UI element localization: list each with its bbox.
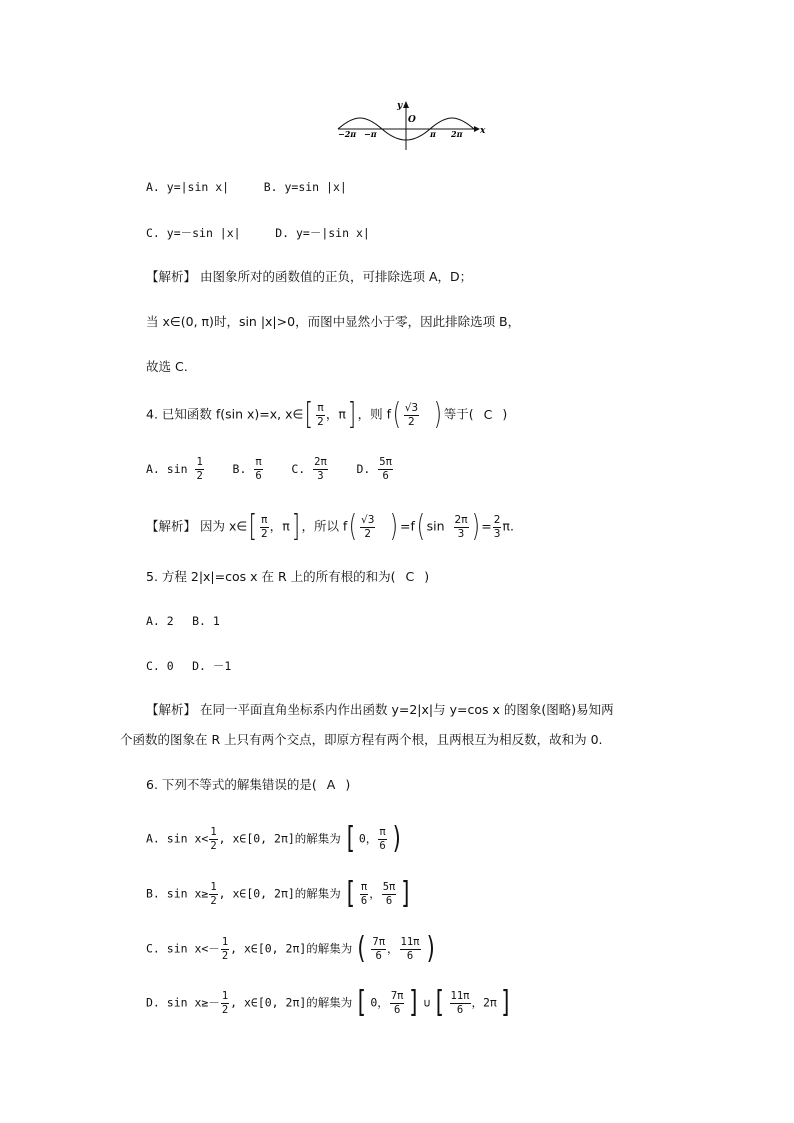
q4-options — [146, 456, 394, 483]
q3-option-b: B. y=sin |x| — [263, 180, 347, 194]
q6-b-domain: , x∈[0, 2π]的解集为 — [218, 886, 341, 901]
equals: = — [481, 518, 492, 534]
numerator: 2 — [493, 513, 501, 526]
numerator: π — [261, 513, 268, 526]
q3-solution-line1 — [146, 268, 472, 286]
q4-option-c: C. — [291, 462, 306, 476]
pi: π — [282, 518, 290, 534]
numerator: 7π — [372, 935, 386, 948]
denominator: 6 — [385, 894, 393, 907]
fraction-1-over-2 — [209, 826, 217, 853]
denominator: 3 — [457, 527, 465, 540]
denominator: 2 — [260, 527, 268, 540]
denominator: 6 — [360, 894, 368, 907]
y-axis-arrow — [403, 101, 409, 108]
q4-stem-tail: 等于( — [443, 406, 474, 422]
numerator: √3 — [361, 513, 375, 526]
tick-label-pi: π — [430, 129, 436, 139]
q6-answer: A — [326, 777, 336, 792]
q4-solution — [146, 509, 514, 544]
denominator: 2 — [364, 527, 372, 540]
denominator: 2 — [196, 470, 203, 482]
bracket-close: ] — [499, 985, 513, 1020]
q5-solution-line1 — [146, 701, 614, 719]
fraction-pi-over-2 — [316, 402, 325, 429]
q5-stem-text: 5. 方程 2|x|=cos x 在 R 上的所有根的和为( — [146, 569, 396, 584]
denominator: 6 — [406, 949, 414, 962]
bracket-close: ] — [408, 985, 421, 1020]
denominator: 2 — [317, 415, 324, 428]
comma: ， — [325, 406, 339, 422]
pi-end: π. — [502, 518, 514, 534]
sine-graph — [334, 98, 494, 158]
q6-stem — [146, 776, 350, 794]
q4-option-c-fraction — [313, 456, 328, 483]
q5-options-cd: C. 0 D. －1 — [146, 659, 232, 673]
denominator: 6 — [456, 1003, 464, 1016]
fraction-1-over-2 — [209, 881, 217, 908]
q4-solution-f: ，所以 f — [301, 518, 348, 534]
paren-close: ) — [390, 821, 403, 856]
bracket-close: ] — [400, 876, 413, 911]
numerator: π — [379, 825, 386, 838]
paren-open: ( — [416, 509, 425, 544]
q5-solution-line2: 个函数的图象在 R 上只有两个交点，即原方程有两个根，且两根互为相反数，故和为 0. — [120, 732, 603, 747]
denominator: 2 — [221, 1003, 229, 1016]
tick-label-2pi: 2π — [451, 129, 463, 139]
paren-close: ) — [471, 509, 480, 544]
denominator: 6 — [375, 949, 382, 962]
q4-option-a-fraction — [195, 456, 203, 483]
denominator: 6 — [393, 1003, 401, 1016]
numerator: 7π — [390, 989, 404, 1002]
q6-close-paren: ) — [345, 777, 351, 792]
q4-solution-text: 因为 x∈ — [200, 518, 248, 534]
numerator: 11π — [450, 989, 470, 1002]
q6-a-domain: , x∈[0, 2π]的解集为 — [218, 831, 341, 846]
q4-stem-f: ，则 f — [357, 406, 391, 422]
q4-option-d-fraction — [378, 456, 393, 483]
numerator: 2π — [454, 513, 468, 526]
q6-option-a — [146, 821, 406, 856]
paren-close: ) — [424, 931, 437, 966]
bracket-open: [ — [355, 985, 368, 1020]
bracket-open: [ — [305, 397, 314, 432]
q6-stem-text: 6. 下列不等式的解集错误的是( — [146, 777, 317, 792]
paren-open: ( — [392, 397, 401, 432]
q6-option-c: C. sin x<－ $\frac{1}{2}$ , x∈[0, 2π]的解集为( $\frac{7\pi}{6}$ ， $\frac{11\pi}{6}$ ) — [146, 931, 437, 966]
two-pi: ，2π — [471, 995, 497, 1010]
fraction-1-over-2 — [221, 936, 229, 963]
denominator: 2 — [210, 894, 217, 907]
fraction-pi-over-6 — [360, 881, 368, 908]
fraction-11pi-over-6 — [450, 990, 471, 1017]
q3-solution-line2: 当 x∈(0, π)时，sin |x|>0，而图中显然小于零，因此排除选项 B， — [146, 314, 521, 329]
q5-close-paren: ) — [424, 569, 430, 584]
q4-answer: C — [483, 406, 493, 422]
q3-option-a: A. y=|sin x| — [146, 180, 230, 194]
q6-d-text: D. sin x≥－ — [146, 995, 220, 1010]
numerator: 1 — [210, 825, 217, 838]
numerator: π — [255, 456, 262, 468]
denominator: 2 — [210, 839, 217, 852]
tick-label-neg-2pi: −2π — [338, 129, 357, 139]
fraction-pi-over-2 — [260, 514, 269, 541]
q3-options-cd — [146, 224, 370, 242]
numerator: √3 — [404, 401, 419, 414]
union-symbol: ∪ — [423, 995, 431, 1010]
q5-options-ab: A. 2 B. 1 — [146, 614, 220, 628]
fraction-2pi-over-3 — [454, 514, 469, 541]
denominator: 2 — [221, 949, 229, 962]
q6-b-text: B. sin x≥ — [146, 886, 209, 901]
fraction-7pi-over-6 — [371, 936, 386, 963]
denominator: 6 — [379, 839, 386, 852]
q4-stem-text: 4. 已知函数 f(sin x)=x, x∈ — [146, 406, 304, 422]
numerator: 1 — [221, 935, 229, 948]
equals-f: =f — [400, 518, 415, 534]
numerator: 2π — [314, 456, 327, 468]
paren-open: ( — [355, 931, 368, 966]
q4-option-b: B. — [232, 462, 247, 476]
q6-option-b: B. sin x≥ $\frac{1}{2}$ , x∈[0, 2π]的解集为[ $\frac{\pi}{6}$ ， $\frac{5\pi}{6}$ ] — [146, 876, 413, 911]
denominator: 3 — [493, 527, 501, 540]
q4-option-d: D. — [356, 462, 371, 476]
q3-solution-line3: 故选 C. — [146, 359, 188, 374]
q3-option-d: D. y=－|sin x| — [275, 226, 370, 240]
fraction-7pi-over-6 — [390, 990, 405, 1017]
numerator: 1 — [196, 456, 203, 468]
tick-label-neg-pi: −π — [364, 129, 377, 139]
paren-close: ) — [390, 509, 399, 544]
q4-option-b-fraction — [254, 456, 262, 483]
fraction-5pi-over-6 — [382, 881, 397, 908]
fraction-pi-over-6 — [378, 826, 386, 853]
numerator: π — [317, 401, 324, 414]
origin-label: O — [408, 115, 416, 125]
numerator: 1 — [221, 989, 229, 1002]
numerator: 5π — [379, 456, 392, 468]
q3-option-c: C. y=－sin |x| — [146, 226, 241, 240]
q6-c-domain: , x∈[0, 2π]的解集为 — [230, 941, 353, 956]
q5-stem — [146, 568, 429, 586]
numerator: 1 — [210, 880, 217, 893]
y-axis-label: y — [397, 101, 403, 111]
q6-d-domain: , x∈[0, 2π]的解集为 — [230, 995, 353, 1010]
pi: π — [338, 406, 346, 422]
numerator: 11π — [400, 935, 420, 948]
sin-text: sin — [426, 518, 445, 534]
numerator: π — [360, 880, 368, 893]
zero: 0， — [358, 831, 378, 846]
x-axis-label: x — [480, 126, 486, 136]
bracket-open: [ — [249, 509, 258, 544]
numerator: 5π — [382, 880, 396, 893]
q4-stem — [146, 397, 508, 432]
paren-open: ( — [349, 509, 358, 544]
denominator: 6 — [382, 470, 389, 482]
q4-option-a: A. sin — [146, 462, 188, 476]
q6-a-text: A. sin x< — [146, 831, 209, 846]
comma: ， — [269, 518, 283, 534]
bracket-close: ] — [291, 509, 300, 544]
fraction-sqrt3-over-2 — [404, 402, 419, 429]
denominator: 3 — [317, 470, 324, 482]
denominator: 6 — [255, 470, 262, 482]
denominator: 2 — [408, 415, 415, 428]
paren-close: ) — [433, 397, 442, 432]
q3-jiexi-tag: 【解析】 — [146, 269, 197, 284]
q3-solution-text1: 由图象所对的函数值的正负，可排除选项 A，D； — [200, 269, 473, 284]
bracket-open: [ — [433, 985, 446, 1020]
q5-solution-text1: 在同一平面直角坐标系内作出函数 y=2|x|与 y=cos x 的图象(图略)易知两 — [200, 702, 614, 717]
q4-jiexi-tag: 【解析】 — [146, 518, 197, 534]
zero: 0， — [370, 995, 389, 1010]
q5-jiexi-tag: 【解析】 — [146, 702, 197, 717]
fraction-2-over-3 — [493, 514, 502, 541]
q6-c-text: C. sin x<－ — [146, 941, 220, 956]
fraction-sqrt3-over-2 — [360, 514, 375, 541]
bracket-close: ] — [347, 397, 356, 432]
fraction-11pi-over-6 — [400, 936, 421, 963]
bracket-open: [ — [343, 876, 357, 911]
q5-answer: C — [405, 569, 415, 584]
q3-options-ab — [146, 178, 347, 196]
bracket-open: [ — [343, 821, 357, 856]
fraction-1-over-2 — [221, 990, 229, 1017]
q6-option-d — [146, 985, 515, 1020]
q4-close-paren: ) — [502, 406, 508, 422]
